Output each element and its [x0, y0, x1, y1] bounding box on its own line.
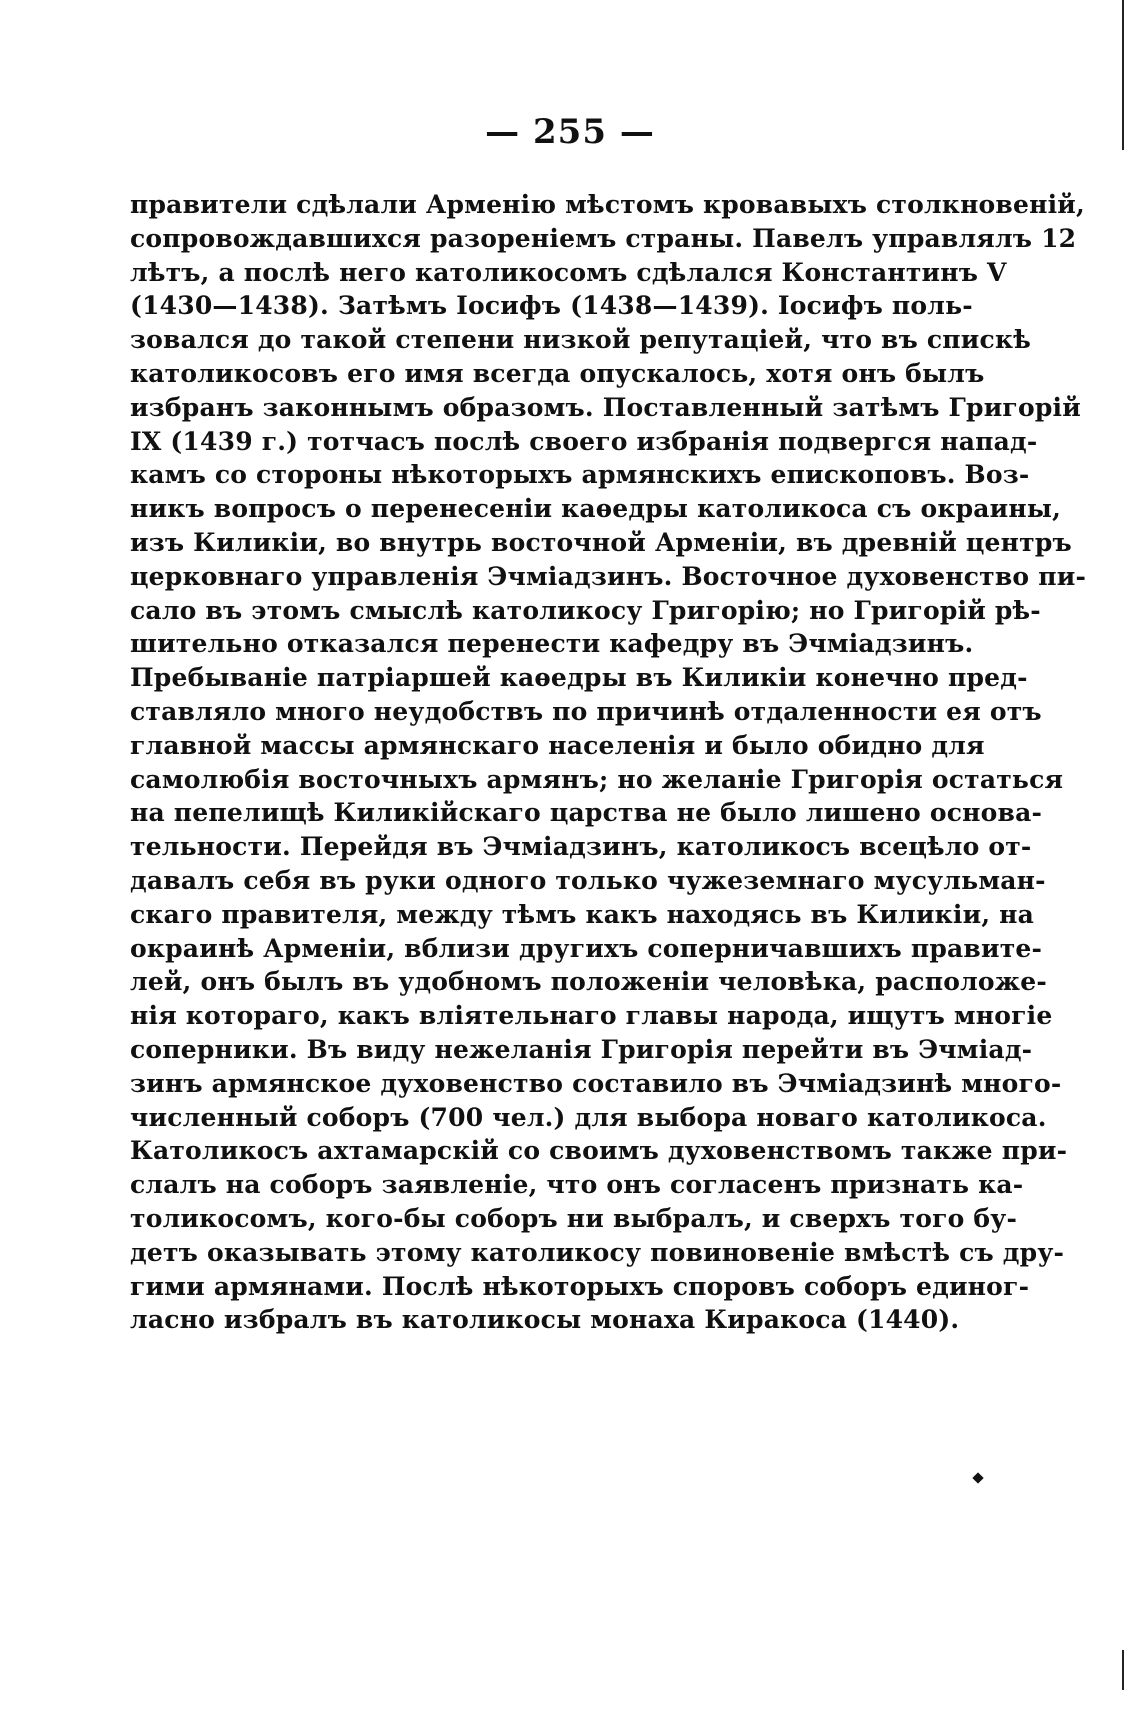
text-line: сопровождавшихся разореніемъ страны. Павелъ управлялъ 12: [130, 223, 1077, 253]
text-line: на пепелищѣ Киликійскаго царства не было лишено основа-: [130, 798, 1043, 828]
text-line: правители сдѣлали Арменію мѣстомъ кровавыхъ столкновеній,: [130, 190, 1085, 219]
text-line: ласно избралъ въ католикосы монаха Киракоса (1440).: [130, 1305, 960, 1335]
text-line: главной массы армянскаго населенія и было обидно для: [130, 730, 985, 760]
page-number: — 255 —: [485, 112, 655, 152]
scan-edge-mark-bottom: [1122, 1650, 1124, 1690]
text-line: лей, онъ былъ въ удобномъ положеніи человѣка, расположе-: [130, 967, 1047, 997]
text-line: сало въ этомъ смыслѣ католикосу Григорію; но Григорій рѣ-: [130, 595, 1041, 625]
text-line: (1430—1438). Затѣмъ Іосифъ (1438—1439). Іосифъ поль-: [130, 291, 973, 321]
text-line: нія котораго, какъ вліятельнаго главы народа, ищутъ многіе: [130, 1001, 1053, 1031]
text-line: камъ со стороны нѣкоторыхъ армянскихъ епископовъ. Воз-: [130, 460, 1030, 490]
text-line: толикосомъ, кого-бы соборъ ни выбралъ, и сверхъ того бу-: [130, 1203, 1018, 1233]
text-line: лѣтъ, а послѣ него католикосомъ сдѣлался Константинъ V: [130, 257, 1007, 287]
text-line: избранъ законнымъ образомъ. Поставленный затѣмъ Григорій: [130, 392, 1081, 422]
text-line: зовался до такой степени низкой репутаціей, что въ спискѣ: [130, 325, 1031, 355]
text-line: ставляло много неудобствъ по причинѣ отдаленности ея отъ: [130, 696, 1042, 726]
body-text: [130, 188, 1087, 1337]
text-line: католикосовъ его имя всегда опускалось, хотя онъ былъ: [130, 358, 985, 388]
text-line: гими армянами. Послѣ нѣкоторыхъ споровъ соборъ единог-: [130, 1271, 1030, 1301]
text-line: IX (1439 г.) тотчасъ послѣ своего избранія подвергся напад-: [130, 426, 1038, 456]
text-line: детъ оказывать этому католикосу повиновеніе вмѣстѣ съ дру-: [130, 1237, 1065, 1267]
text-line: никъ вопросъ о перенесеніи каѳедры католикоса съ окраины,: [130, 494, 1062, 524]
text-line: слалъ на соборъ заявленіе, что онъ согласенъ признать ка-: [130, 1170, 1024, 1200]
text-line: скаго правителя, между тѣмъ какъ находясь въ Киликіи, на: [130, 899, 1035, 929]
text-line: давалъ себя въ руки одного только чужеземнаго мусульман-: [130, 865, 1046, 895]
text-line: окраинѣ Арменіи, вблизи другихъ соперничавшихъ правите-: [130, 933, 1043, 963]
text-line: изъ Киликіи, во внутрь восточной Арменіи, въ древній центръ: [130, 527, 1072, 557]
text-line: тельности. Перейдя въ Эчміадзинъ, католикосъ всецѣло от-: [130, 832, 1032, 862]
text-line: самолюбія восточныхъ армянъ; но желаніе Григорія остаться: [130, 764, 1064, 794]
text-line: церковнаго управленія Эчміадзинъ. Восточное духовенство пи-: [130, 561, 1087, 591]
text-line: зинъ армянское духовенство составило въ Эчміадзинѣ много-: [130, 1068, 1062, 1098]
text-line: соперники. Въ виду нежеланія Григорія перейти въ Эчміад-: [130, 1034, 1033, 1064]
ink-speck: [972, 1472, 983, 1483]
text-line: шительно отказался перенести кафедру въ Эчміадзинъ.: [130, 629, 974, 659]
text-line: Католикосъ ахтамарскій со своимъ духовенствомъ также при-: [130, 1136, 1068, 1166]
text-line: численный соборъ (700 чел.) для выбора новаго католикоса.: [130, 1102, 1047, 1132]
text-line: Пребываніе патріаршей каѳедры въ Киликіи конечно пред-: [130, 663, 1028, 693]
